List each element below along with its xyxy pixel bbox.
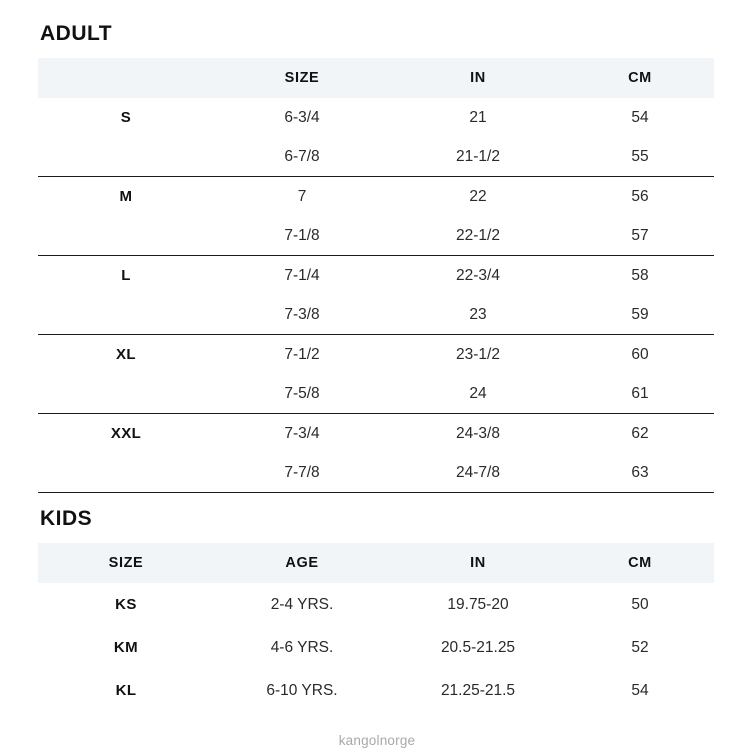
adult-cell-size: 7-1/2 <box>214 335 390 375</box>
adult-row-label-empty <box>38 137 214 177</box>
adult-cell-in: 23 <box>469 305 487 323</box>
table-row <box>38 374 714 414</box>
adult-cell-cm: 62 <box>566 414 714 454</box>
kids-table-head <box>38 543 714 583</box>
adult-cell-size: 7-3/4 <box>214 414 390 454</box>
kids-cell-size: KS <box>115 596 137 613</box>
table-row <box>38 335 714 375</box>
kids-cell-size: KM <box>113 639 139 656</box>
kids-cell-in: 19.75-20 <box>447 595 509 613</box>
adult-header-blank <box>38 58 214 98</box>
table-row <box>38 98 714 137</box>
kids-header-in: IN <box>390 543 566 583</box>
kids-cell-size: KL <box>115 682 137 699</box>
watermark-text: kangolnorge <box>338 733 416 748</box>
adult-cell-size: 7-3/8 <box>284 305 320 323</box>
adult-cell-size: 7-7/8 <box>214 453 390 493</box>
adult-cell-cm: 59 <box>631 305 649 323</box>
adult-cell-size: 7-1/8 <box>284 226 320 244</box>
kids-cell-in: 20.5-21.25 <box>440 638 516 656</box>
adult-row-label-empty <box>38 374 214 414</box>
adult-section-title: ADULT <box>40 22 113 45</box>
adult-cell-in: 22-3/4 <box>390 256 566 296</box>
table-row <box>38 583 714 626</box>
table-row <box>38 669 714 712</box>
kids-cell-in: 21.25-21.5 <box>440 681 516 699</box>
table-row <box>38 626 714 669</box>
kids-section-title: KIDS <box>40 507 93 530</box>
adult-row-label: L <box>38 256 214 296</box>
kids-header-row <box>38 543 714 583</box>
table-row <box>38 414 714 454</box>
kids-cell-cm: 50 <box>631 595 649 613</box>
adult-cell-cm: 63 <box>566 453 714 493</box>
adult-cell-in: 24-7/8 <box>390 453 566 493</box>
adult-row-label: XL <box>38 335 214 375</box>
table-row <box>38 216 714 256</box>
adult-cell-cm: 61 <box>631 384 649 402</box>
adult-cell-size: 7-5/8 <box>284 384 320 402</box>
kids-cell-age: 2-4 YRS. <box>270 595 334 613</box>
adult-cell-cm: 60 <box>566 335 714 375</box>
table-row <box>38 137 714 177</box>
adult-cell-cm: 55 <box>631 147 649 165</box>
adult-header-size: SIZE <box>214 58 390 98</box>
adult-cell-cm: 54 <box>631 108 649 126</box>
table-row <box>38 177 714 217</box>
table-row <box>38 256 714 296</box>
adult-cell-size: 7 <box>214 177 390 217</box>
adult-cell-in: 22 <box>390 177 566 217</box>
kids-table-body <box>38 583 714 712</box>
adult-cell-in: 21 <box>469 108 487 126</box>
adult-cell-cm: 57 <box>631 226 649 244</box>
kids-cell-cm: 54 <box>631 681 649 699</box>
adult-row-label-empty <box>38 295 214 335</box>
kids-cell-age: 4-6 YRS. <box>270 638 334 656</box>
adult-size-table <box>38 58 714 493</box>
adult-cell-in: 22-1/2 <box>456 226 500 244</box>
kids-size-table <box>38 543 714 712</box>
adult-cell-cm: 58 <box>566 256 714 296</box>
kids-header-size: SIZE <box>38 543 214 583</box>
adult-cell-in: 24-3/8 <box>390 414 566 454</box>
adult-cell-cm: 56 <box>566 177 714 217</box>
adult-row-label-empty <box>38 216 214 256</box>
kids-cell-cm: 52 <box>631 638 649 656</box>
adult-cell-in: 24 <box>469 384 487 402</box>
adult-cell-size: 6-3/4 <box>284 108 320 126</box>
adult-table-head <box>38 58 714 98</box>
adult-header-in: IN <box>390 58 566 98</box>
kids-cell-age: 6-10 YRS. <box>266 681 338 699</box>
adult-cell-size: 7-1/4 <box>214 256 390 296</box>
adult-header-cm: CM <box>566 58 714 98</box>
adult-row-label: M <box>38 177 214 217</box>
adult-cell-in: 21-1/2 <box>456 147 500 165</box>
adult-header-row <box>38 58 714 98</box>
adult-row-label-empty <box>38 453 214 493</box>
table-row <box>38 295 714 335</box>
adult-cell-size: 6-7/8 <box>284 147 320 165</box>
adult-row-label: S <box>120 109 132 126</box>
adult-cell-in: 23-1/2 <box>390 335 566 375</box>
kids-header-cm: CM <box>566 543 714 583</box>
table-row <box>38 453 714 493</box>
kids-header-age: AGE <box>214 543 390 583</box>
adult-row-label: XXL <box>38 414 214 454</box>
adult-table-body <box>38 98 714 493</box>
